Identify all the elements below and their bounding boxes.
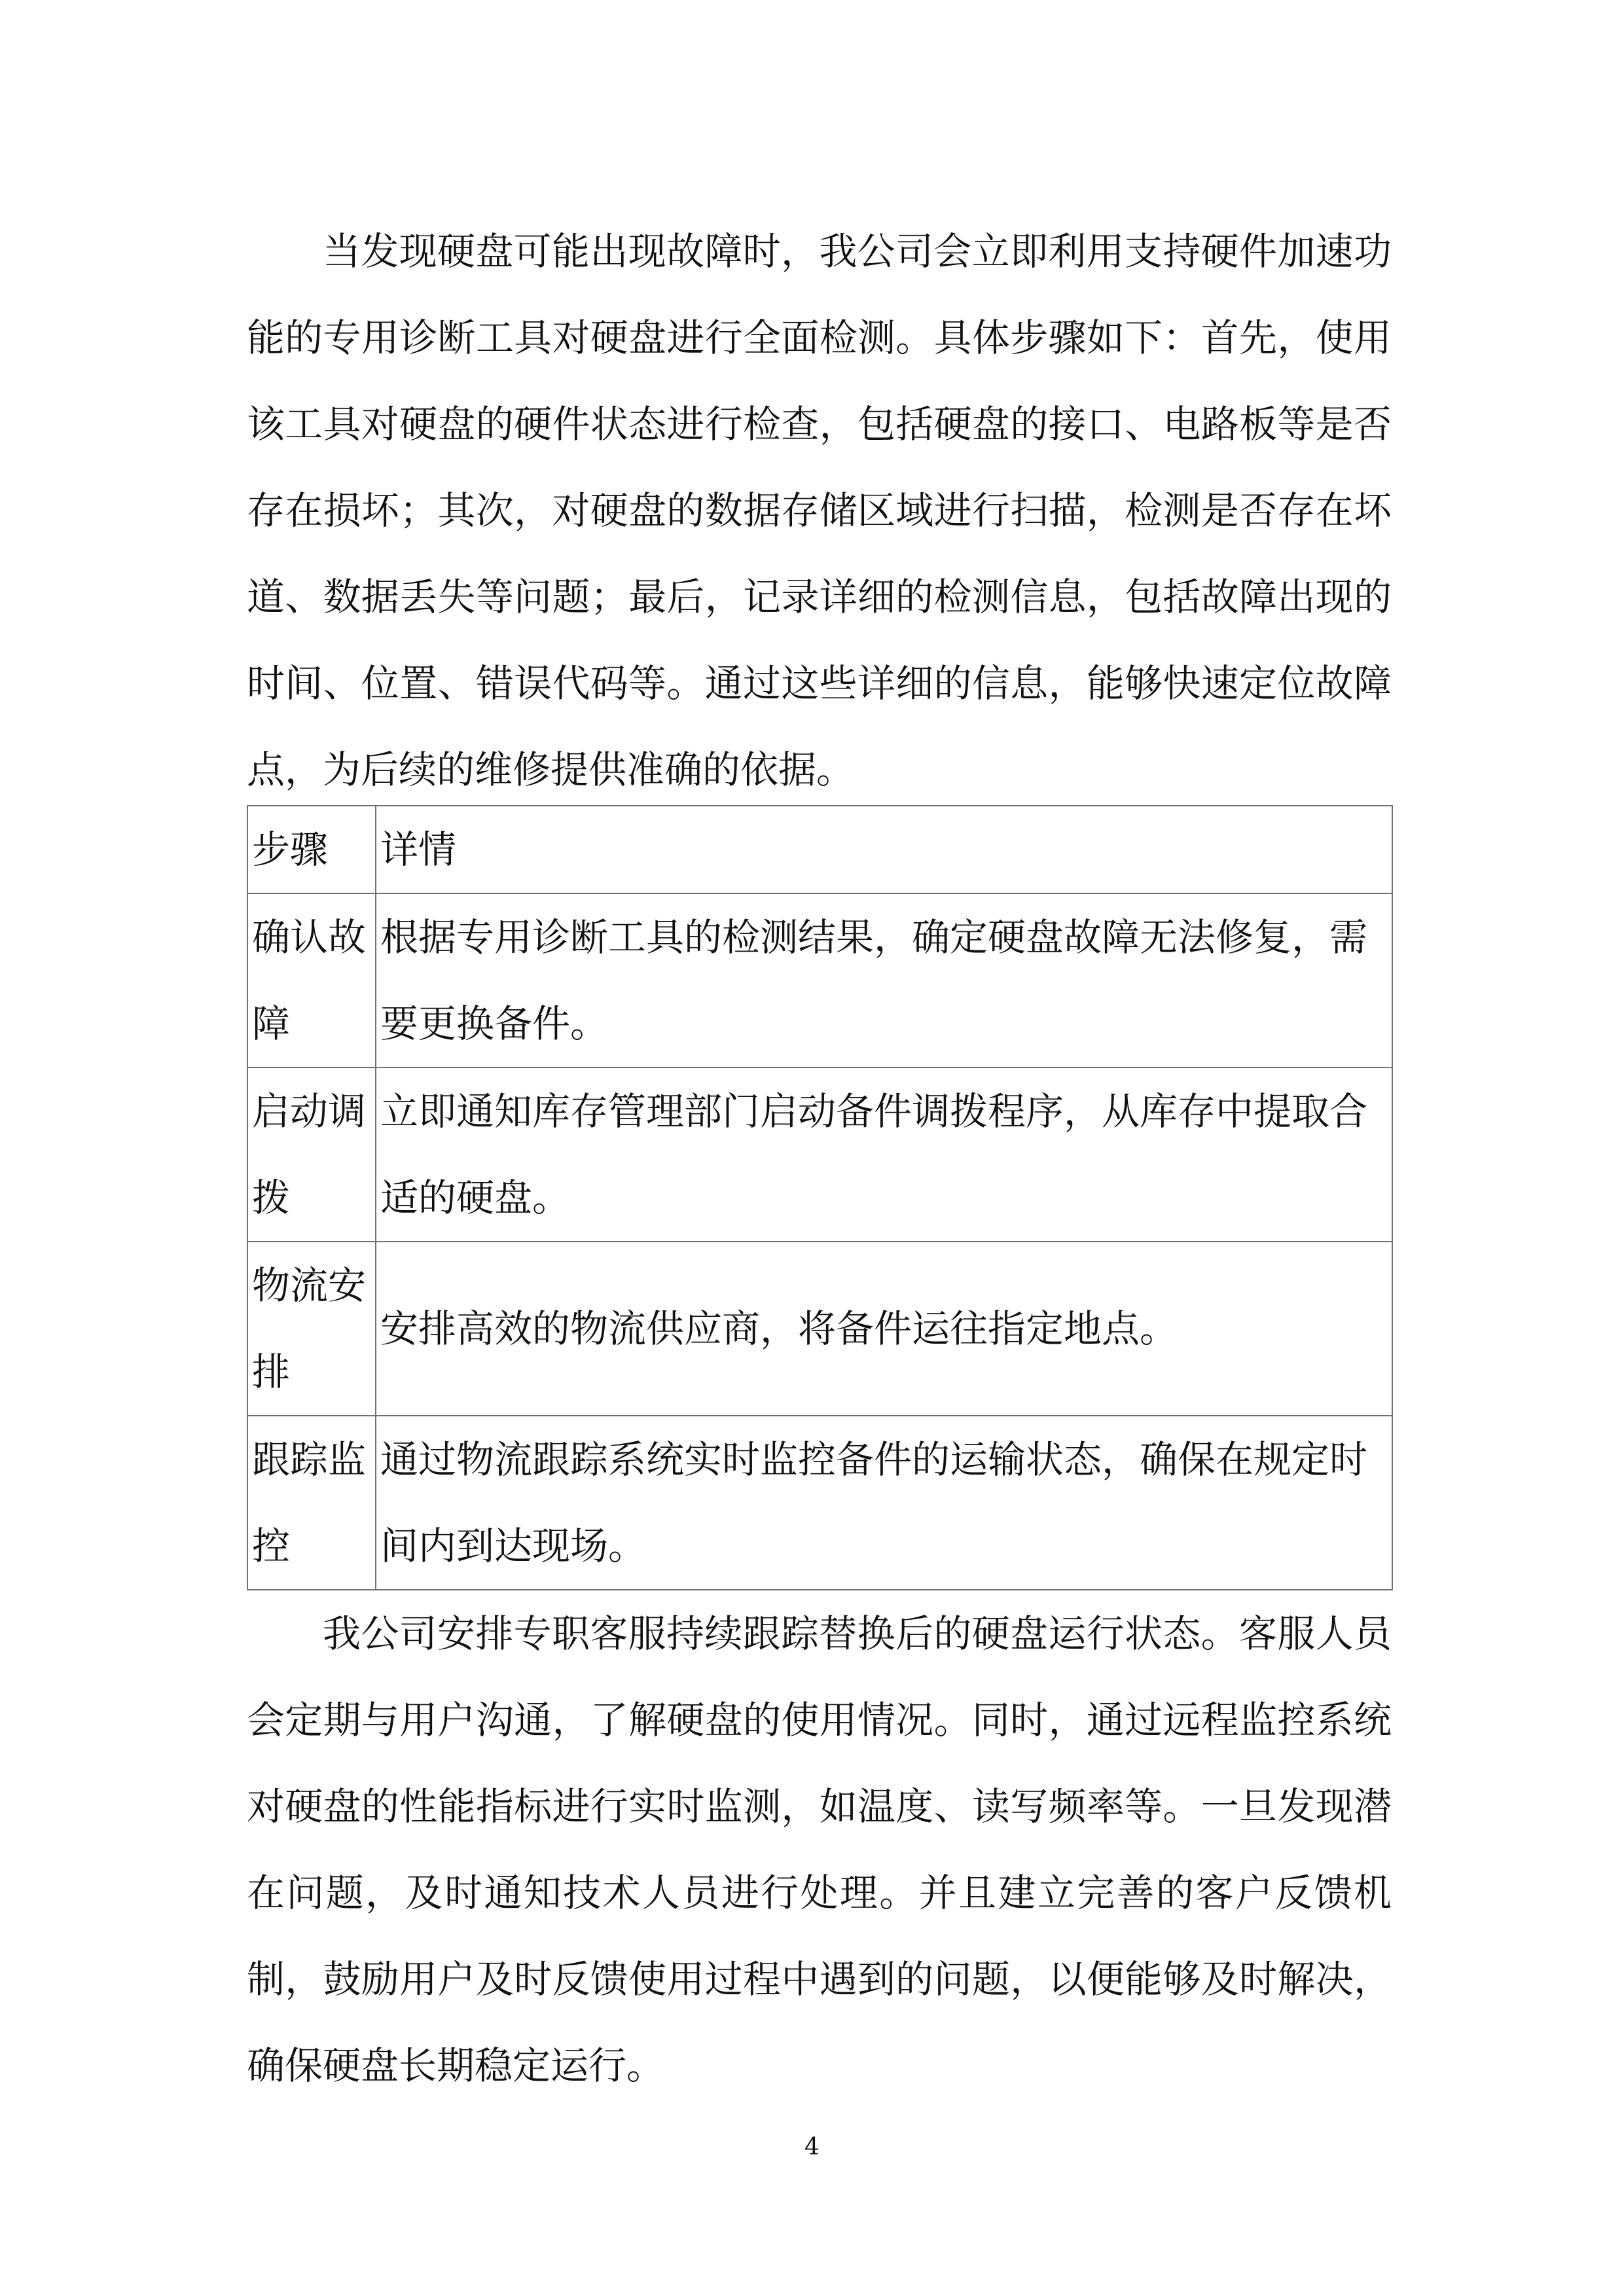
table-row xyxy=(247,1067,1392,1242)
page-number: 4 xyxy=(804,2134,820,2161)
step-cell: 确认故障 xyxy=(247,893,376,1067)
detail-cell: 通过物流跟踪系统实时监控备件的运输状态，确保在规定时间内到达现场。 xyxy=(376,1416,1392,1590)
steps-table xyxy=(247,805,1393,1590)
detail-cell: 立即通知库存管理部门启动备件调拨程序，从库存中提取合适的硬盘。 xyxy=(376,1067,1392,1242)
step-cell: 跟踪监控 xyxy=(247,1416,376,1590)
detail-cell: 安排高效的物流供应商，将备件运往指定地点。 xyxy=(376,1242,1392,1416)
table-row xyxy=(247,1242,1392,1416)
intro-paragraph: 当发现硬盘可能出现故障时，我公司会立即利用支持硬件加速功能的专用诊断工具对硬盘进行全面检测。具体步骤如下：首先，使用该工具对硬盘的硬件状态进行检查，包括硬盘的接口、电路板等是否存在损坏；其次，对硬盘的数据存储区域进行扫描，检测是否存在坏道、数据丢失等问题；最后，记录详细的检测信息，包括故障出现的时间、位置、错误代码等。通过这些详细的信息，能够快速定位故障点，为后续的维修提供准确的依据。 xyxy=(247,229,1392,792)
page-body xyxy=(247,208,1392,2109)
table-row xyxy=(247,1416,1392,1590)
table-row xyxy=(247,893,1392,1067)
table-header-row xyxy=(247,806,1392,893)
closing-paragraph: 我公司安排专职客服持续跟踪替换后的硬盘运行状态。客服人员会定期与用户沟通，了解硬盘的使用情况。同时，通过远程监控系统对硬盘的性能指标进行实时监测，如温度、读写频率等。一旦发现潜在问题，及时通知技术人员进行处理。并且建立完善的客户反馈机制，鼓励用户及时反馈使用过程中遇到的问题，以便能够及时解决，确保硬盘长期稳定运行。 xyxy=(247,1611,1392,2088)
step-cell: 物流安排 xyxy=(247,1242,376,1416)
header-detail: 详情 xyxy=(376,806,1392,893)
step-cell: 启动调拨 xyxy=(247,1067,376,1242)
detail-cell: 根据专用诊断工具的检测结果，确定硬盘故障无法修复，需要更换备件。 xyxy=(376,893,1392,1067)
header-step: 步骤 xyxy=(247,806,376,893)
